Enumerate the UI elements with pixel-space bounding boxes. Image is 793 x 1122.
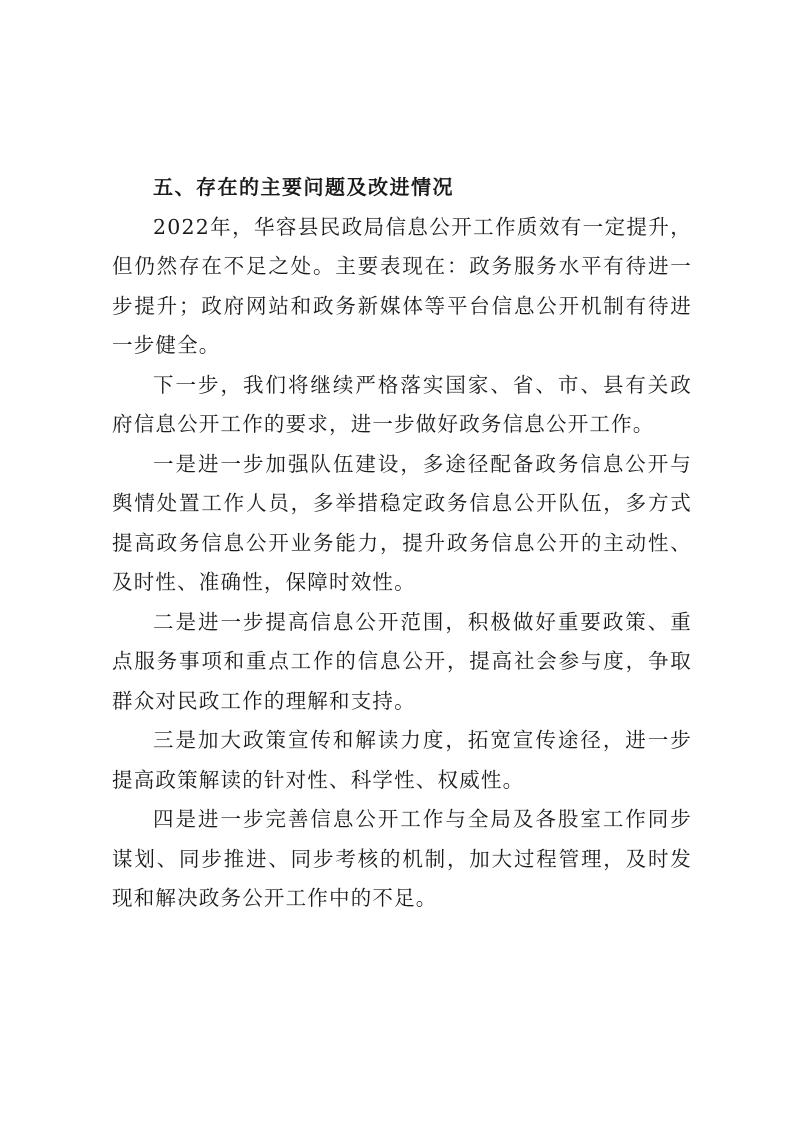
document-body [112, 168, 692, 919]
paragraph-measure-3: 三是加大政策宣传和解读力度，拓宽宣传途径，进一步提高政策解读的针对性、科学性、权威性。 [112, 728, 692, 792]
paragraph-next-steps: 下一步，我们将继续严格落实国家、省、市、县有关政府信息公开工作的要求，进一步做好政务信息公开工作。 [112, 372, 692, 436]
paragraph-measure-4: 四是进一步完善信息公开工作与全局及各股室工作同步谋划、同步推进、同步考核的机制，加大过程管理，及时发现和解决政务公开工作中的不足。 [112, 807, 692, 910]
paragraph-problems: 2022年，华容县民政局信息公开工作质效有一定提升，但仍然存在不足之处。主要表现在：政务服务水平有待进一步提升；政府网站和政务新媒体等平台信息公开机制有待进一步健全。 [112, 214, 692, 357]
paragraph-measure-1: 一是进一步加强队伍建设，多途径配备政务信息公开与舆情处置工作人员，多举措稳定政务信息公开队伍，多方式提高政务信息公开业务能力，提升政务信息公开的主动性、及时性、准确性，保障时效性。 [112, 451, 692, 594]
paragraph-measure-2: 二是进一步提高信息公开范围，积极做好重要政策、重点服务事项和重点工作的信息公开，提高社会参与度，争取群众对民政工作的理解和支持。 [112, 609, 692, 713]
section-heading: 五、存在的主要问题及改进情况 [153, 175, 454, 199]
